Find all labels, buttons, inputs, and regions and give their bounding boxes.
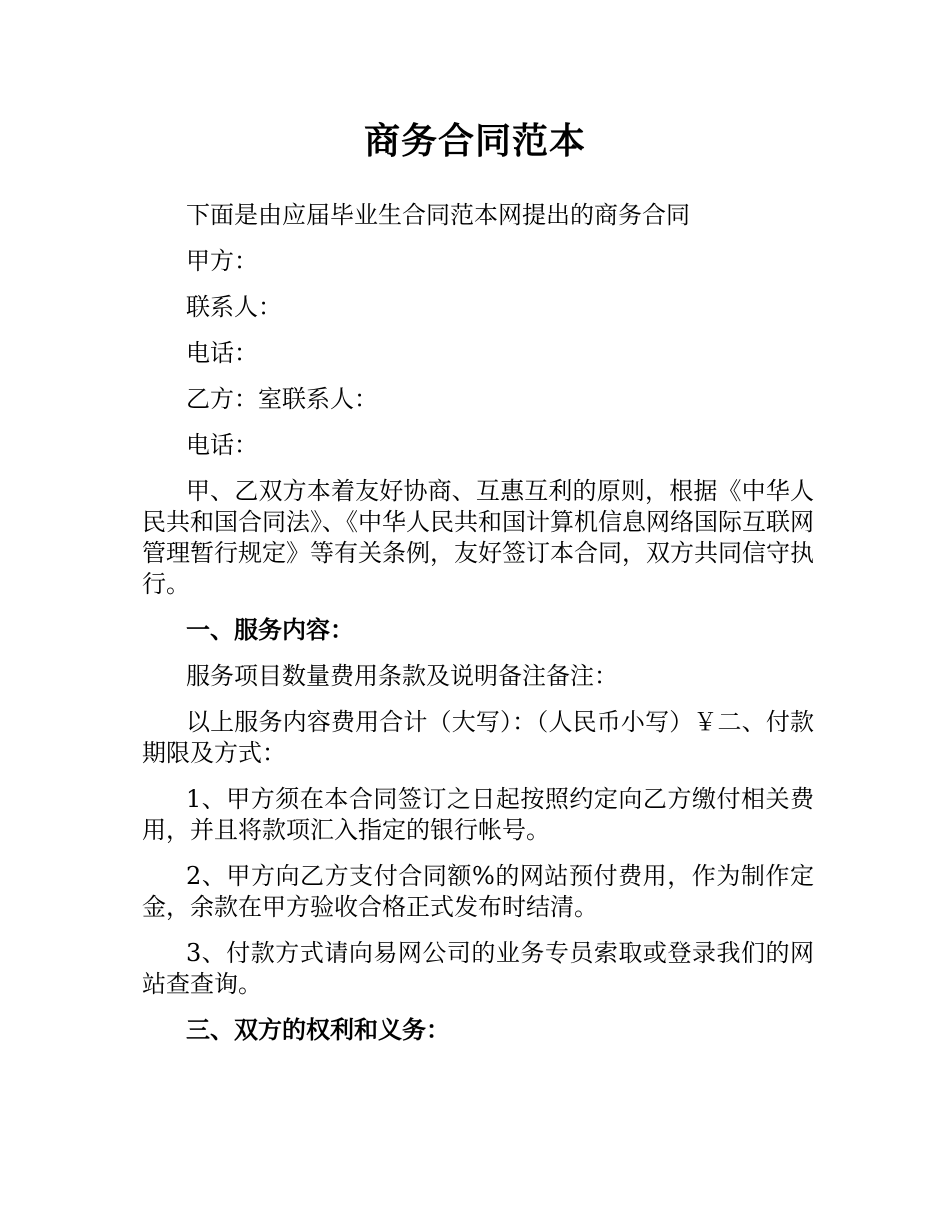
- payment-clause-3: 3、付款方式请向易网公司的业务专员索取或登录我们的网站查查询。: [142, 939, 814, 998]
- document-title: 商务合同范本: [363, 121, 586, 162]
- section-heading-rights: 三、双方的权利和义务：: [186, 1016, 450, 1044]
- party-a-line: 甲方：: [186, 247, 258, 275]
- party-a-contact-line: 联系人：: [186, 293, 282, 321]
- services-table-line: 服务项目数量费用条款及说明备注备注：: [186, 662, 618, 690]
- preamble-paragraph: 甲、乙双方本着友好协商、互惠互利的原则，根据《中华人民共和国合同法》、《中华人民共和国计算机信息网络国际互联网管理暂行规定》等有关条例，友好签订本合同，双方共同信守执行。: [142, 477, 814, 598]
- party-b-line: 乙方：室联系人：: [186, 385, 378, 413]
- total-fee-paragraph: 以上服务内容费用合计（大写）：（人民币小写）￥二、付款期限及方式：: [142, 708, 814, 767]
- party-a-phone-line: 电话：: [186, 339, 258, 367]
- party-b-phone-line: 电话：: [186, 431, 258, 459]
- section-heading-services: 一、服务内容：: [186, 616, 354, 644]
- payment-clause-2: 2、甲方向乙方支付合同额%的网站预付费用，作为制作定金，余款在甲方验收合格正式发布时结清。: [142, 862, 814, 921]
- document-body: [142, 200, 814, 1061]
- intro-paragraph: 下面是由应届毕业生合同范本网提出的商务合同: [186, 201, 690, 229]
- payment-clause-1: 1、甲方须在本合同签订之日起按照约定向乙方缴付相关费用，并且将款项汇入指定的银行帐号。: [142, 785, 814, 844]
